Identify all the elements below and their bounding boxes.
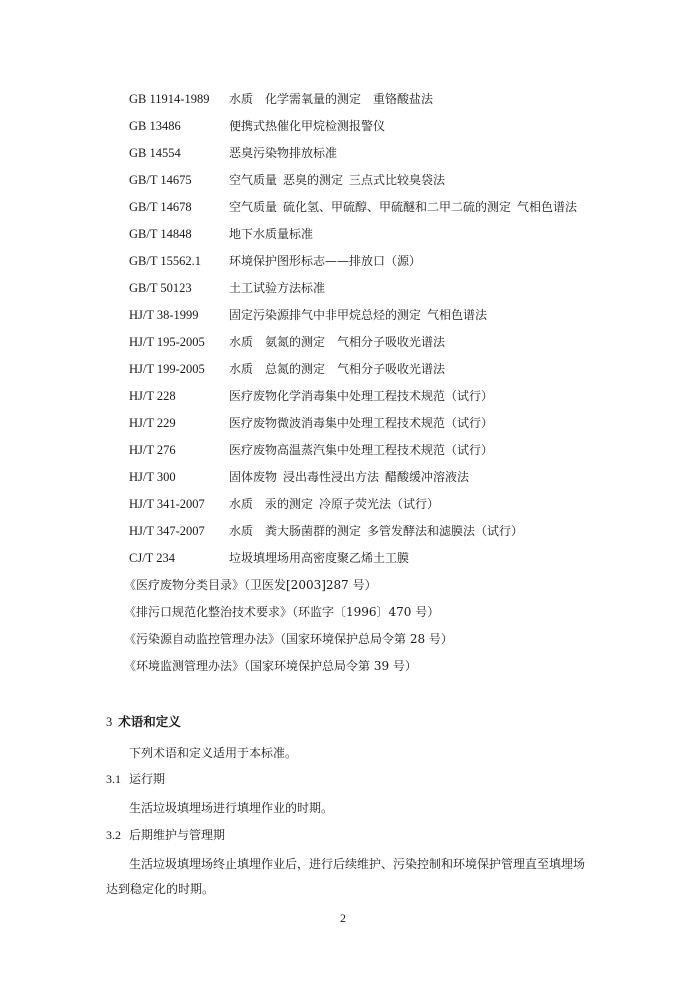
standard-code: GB/T 15562.1 [129, 254, 201, 268]
standard-item [0, 518, 693, 545]
standard-title: 水质 粪大肠菌群的测定 多管发酵法和滤膜法（试行） [229, 524, 524, 538]
standard-item [0, 194, 693, 221]
standard-item [0, 167, 693, 194]
subsection-heading [106, 770, 165, 787]
standard-item [0, 248, 693, 275]
standard-title: 固体废物 浸出毒性浸出方法 醋酸缓冲溶液法 [229, 470, 470, 484]
subsection-number: 3.2 [106, 828, 121, 842]
standard-title: 水质 化学需氧量的测定 重铬酸盐法 [229, 92, 434, 106]
standard-code: HJ/T 38-1999 [129, 308, 199, 322]
subsection-heading [106, 826, 225, 843]
standard-title: 环境保护图形标志——排放口（源） [229, 254, 422, 268]
section-title: 术语和定义 [118, 714, 181, 729]
standard-title: 空气质量 硫化氢、甲硫醇、甲硫醚和二甲二硫的测定 气相色谱法 [229, 200, 578, 214]
standard-code: GB/T 50123 [129, 281, 192, 295]
standard-title: 水质 氨氮的测定 气相分子吸收光谱法 [229, 335, 446, 349]
standard-title: 水质 汞的测定 冷原子荧光法（试行） [229, 497, 440, 511]
standard-item [0, 329, 693, 356]
standard-code: HJ/T 228 [129, 389, 176, 403]
standard-title: 土工试验方法标准 [229, 281, 326, 295]
standard-code: GB/T 14678 [129, 200, 192, 214]
standard-item [0, 275, 693, 302]
standard-code: GB 14554 [129, 146, 181, 160]
definition-text: 生活垃圾填埋场进行填埋作业的时期。 [129, 801, 334, 815]
standard-item [0, 437, 693, 464]
regulation-item: 《排污口规范化整治技术要求》（环监字〔1996〕470 号） [124, 605, 440, 619]
page-number: 2 [340, 911, 346, 925]
standard-item [0, 302, 693, 329]
standard-item [0, 491, 693, 518]
subsection-title: 运行期 [129, 772, 166, 786]
regulation-item: 《环境监测管理办法》（国家环境保护总局令第 39 号） [124, 659, 417, 673]
standard-code: HJ/T 276 [129, 443, 176, 457]
standard-item [0, 356, 693, 383]
standard-item [0, 221, 693, 248]
standard-item [0, 464, 693, 491]
standard-item [0, 545, 693, 572]
subsection-title: 后期维护与管理期 [129, 828, 226, 842]
standard-code: GB 13486 [129, 119, 181, 133]
standard-code: HJ/T 195-2005 [129, 335, 205, 349]
definition-text: 生活垃圾填埋场终止填埋作业后，进行后续维护、污染控制和环境保护管理直至填埋场 [129, 857, 586, 871]
standard-code: HJ/T 229 [129, 416, 176, 430]
normative-references-list [0, 86, 693, 680]
standard-item [0, 113, 693, 140]
standard-item [0, 140, 693, 167]
regulation-item: 《污染源自动监控管理办法》（国家环境保护总局令第 28 号） [124, 632, 453, 646]
standard-item [0, 383, 693, 410]
standard-title: 水质 总氮的测定 气相分子吸收光谱法 [229, 362, 446, 376]
standard-code: GB 11914-1989 [129, 92, 210, 106]
standard-item [0, 410, 693, 437]
standard-title: 医疗废物化学消毒集中处理工程技术规范（试行） [229, 389, 494, 403]
standard-code: CJ/T 234 [129, 551, 175, 565]
standard-title: 医疗废物微波消毒集中处理工程技术规范（试行） [229, 416, 494, 430]
standard-code: GB/T 14675 [129, 173, 192, 187]
definition-text-continued: 达到稳定化的时期。 [106, 882, 215, 896]
standard-code: GB/T 14848 [129, 227, 192, 241]
standard-code: HJ/T 341-2007 [129, 497, 205, 511]
standard-title: 恶臭污染物排放标准 [229, 146, 338, 160]
regulation-item: 《医疗废物分类目录》（卫医发[2003]287 号） [124, 578, 377, 592]
standard-title: 便携式热催化甲烷检测报警仪 [229, 119, 386, 133]
standard-title: 医疗废物高温蒸汽集中处理工程技术规范（试行） [229, 443, 494, 457]
standard-title: 垃圾填埋场用高密度聚乙烯土工膜 [229, 551, 410, 565]
standard-item [0, 86, 693, 113]
subsection-number: 3.1 [106, 772, 121, 786]
standard-title: 空气质量 恶臭的测定 三点式比较臭袋法 [229, 173, 446, 187]
standard-code: HJ/T 300 [129, 470, 176, 484]
section-number: 3 [106, 715, 113, 729]
section-heading [106, 712, 181, 730]
standard-title: 固定污染源排气中非甲烷总烃的测定 气相色谱法 [229, 308, 488, 322]
standard-title: 地下水质量标准 [229, 227, 314, 241]
standard-code: HJ/T 347-2007 [129, 524, 205, 538]
standard-code: HJ/T 199-2005 [129, 362, 205, 376]
section-intro: 下列术语和定义适用于本标准。 [129, 746, 298, 760]
